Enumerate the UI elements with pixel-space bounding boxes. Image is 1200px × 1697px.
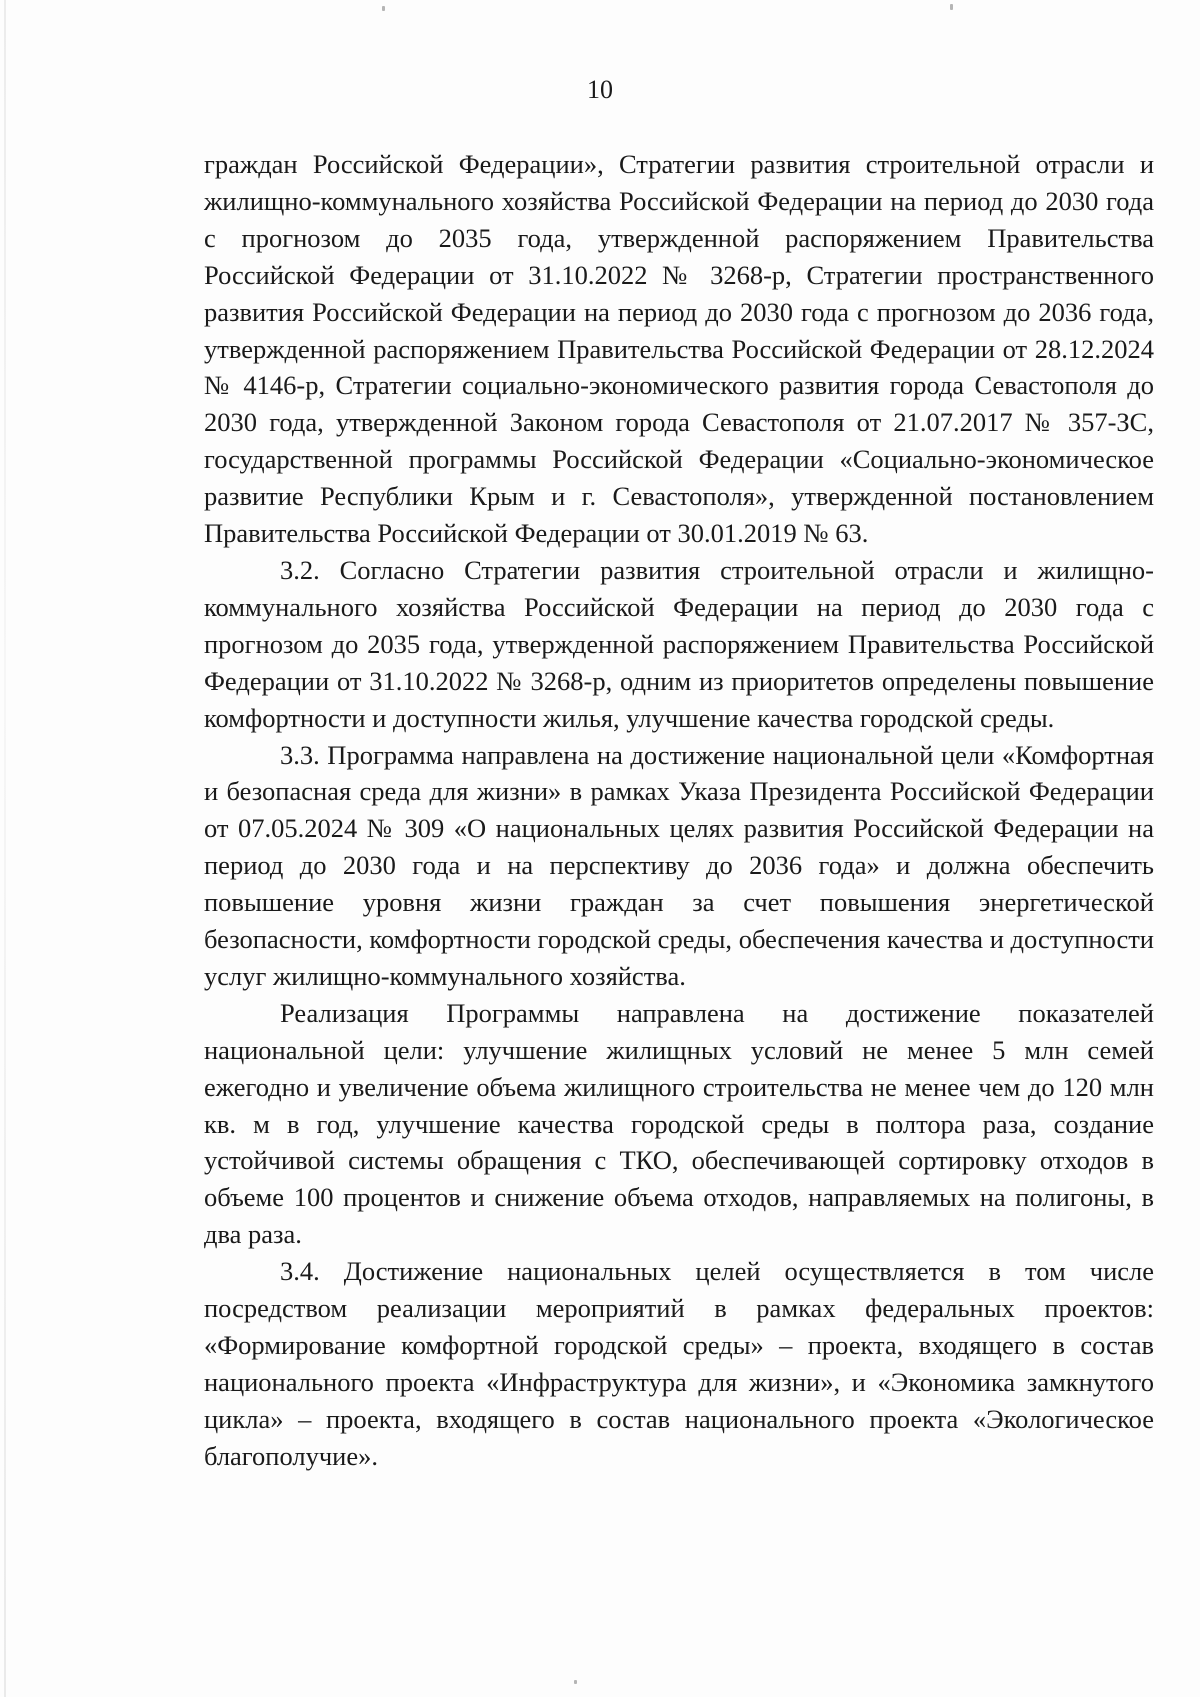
paragraph-3-3: 3.3. Программа направлена на достижение национальной цели «Комфортная и безопасная среда для жизни» в рамках Указа Президента Российской Федерации от 07.05.2024 № 309 «О национальных целях развития Российской Федерации на период до 2030 года и на перспективу до 2036 года» и должна обеспечить повышение уровня жизни граждан за счет повышения энергетической безопасности, комфортности городской среды, обеспечения качества и доступности услуг жилищно-коммунального хозяйства. xyxy=(204,739,1154,991)
scan-edge xyxy=(4,0,6,1697)
paragraph-implementation: Реализация Программы направлена на достижение показателей национальной цели: улучшение жилищных условий не менее 5 млн семей ежегодно и увеличение объема жилищного строительства не менее чем до 120 млн кв. м в год, улучшение качества городской среды в полтора раза, создание устойчивой системы обращения с ТКО, обеспечивающей сортировку отходов в объеме 100 процентов и снижение объема отходов, направляемых на полигоны, в два раза. xyxy=(204,997,1154,1250)
scan-speck xyxy=(574,1680,577,1684)
scan-speck xyxy=(382,6,385,11)
paragraph-3-2: 3.2. Согласно Стратегии развития строительной отрасли и жилищно-коммунального хозяйства Российской Федерации на период до 2030 года с прогнозом до 2035 года, утвержденной распоряжением Правительства Российской Федерации от 31.10.2022 № 3268-р, одним из приоритетов определены повышение комфортности и доступности жилья, улучшение качества городской среды. xyxy=(204,554,1154,733)
scan-speck xyxy=(950,4,953,10)
page-number: 10 xyxy=(587,75,613,104)
document-body xyxy=(204,146,1154,1475)
paragraph-3-4: 3.4. Достижение национальных целей осуществляется в том числе посредством реализации мероприятий в рамках федеральных проектов: «Формирование комфортной городской среды» – проекта, входящего в состав национального проекта «Инфраструктура для жизни», и «Экономика замкнутого цикла» – проекта, входящего в состав национального проекта «Экологическое благополучие». xyxy=(204,1256,1154,1471)
paragraph-continuation: граждан Российской Федерации», Стратегии развития строительной отрасли и жилищно-коммунального хозяйства Российской Федерации на период до 2030 года с прогнозом до 2035 года, утвержденной распоряжением Правительства Российской Федерации от 31.10.2022 № 3268-р, Стратегии пространственного развития Российской Федерации на период до 2030 года с прогнозом до 2036 года, утвержденной распоряжением Правительства Российской Федерации от 28.12.2024 № 4146-р, Стратегии социально-экономического развития города Севастополя до 2030 года, утвержденной Законом города Севастополя от 21.07.2017 № 357-ЗС, государственной программы Российской Федерации «Социально-экономическое развитие Республики Крым и г. Севастополя», утвержденной постановлением Правительства Российской Федерации от 30.01.2019 № 63. xyxy=(204,149,1154,549)
